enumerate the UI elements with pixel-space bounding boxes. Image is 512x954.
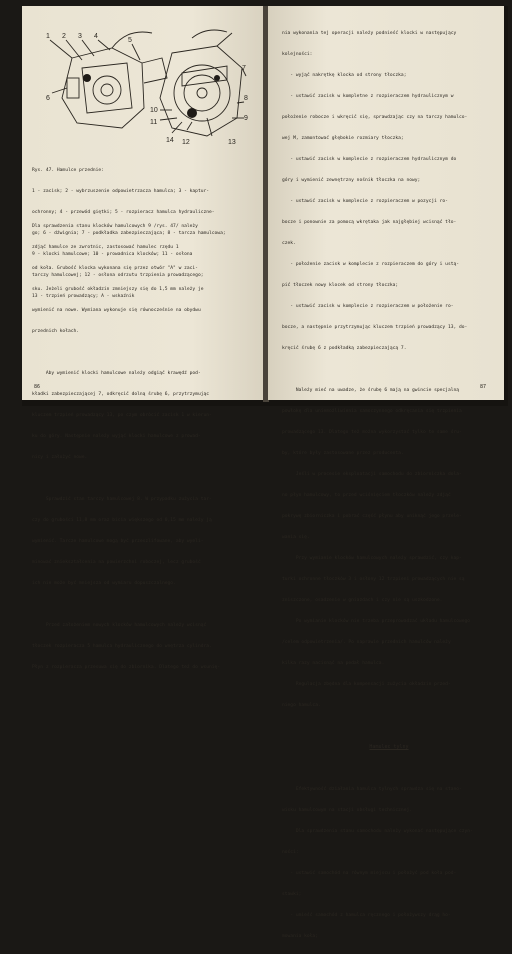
body-line: zdjąć hamulce ze zwrotnic, zastosować hamulec rzędu 1 <box>32 245 179 250</box>
body-line: no płyn hamulcowy, to przed wciśnięciem tłoczków należy zdjąć <box>282 493 451 498</box>
body-line: wymienić. Tarcze hamulcowe mogą być przeszlifowane, aby wyeli- <box>32 539 204 544</box>
body-line: nicy i założyć nowe. <box>32 455 88 460</box>
body-line: kolejności: <box>282 52 313 57</box>
body-line: stawki; <box>282 892 302 897</box>
body-line: sku. Jeżeli grubość okładzin zmniejszy się do 1,5 mm należy je <box>32 287 204 292</box>
body-line: Po wymianie klocków nie trzeba przeprowadzać układu hamulcowego <box>282 619 471 624</box>
body-line: czy do grubości 11,8 mm oraz bicia większego od 0,15 mm należy ją <box>32 518 212 523</box>
body-line: - ustawić zacisk w komplecie z rozpieraczem w położenie ro- <box>282 304 454 309</box>
figure-label: 7 <box>242 65 246 72</box>
body-line: ności: <box>282 850 299 855</box>
figure-label: 14 <box>166 137 174 144</box>
body-line: bocze, a następnie przytrzymując kluczem trzpień prowadzący 13, do- <box>282 325 468 330</box>
body-line: ich nie może być mniejsza od wymiaru dopuszczalnego. <box>32 581 176 586</box>
body-line: położenie robocze i wkręcić się, sprawdzając czy na tarczy hamulco- <box>282 115 468 120</box>
caption-line: 9 - klocki hamulcowe; 10 - prowadnica klocków; 11 - osłona <box>32 252 193 257</box>
body-line: ku do góry. Następnie należy wyjąć klocki hamulcowe z prowad- <box>32 434 201 439</box>
body-line: - ustawić zacisk w komplecie z rozpieraczem w pozycji ro- <box>282 199 448 204</box>
body-line: góry i wymienić zewnętrzny nośnik tłoczka na nowy; <box>282 178 421 183</box>
caption-line: go; 6 - dźwignia; 7 - podkładka zabezpieczająca; 8 - tarcza hamulcowa; <box>32 231 226 236</box>
body-line: zniszczone, osadzenie w gniazdach i czy nie są uszkodzone. <box>282 598 443 603</box>
left-page-body <box>32 209 254 685</box>
body-line: kładki zabezpieczającej 7, odkręcić dolną śrubę 6, przytrzymując <box>32 392 210 397</box>
body-line: Aby wymienić klocki hamulcowe należy odgiąć krawędź pod- <box>32 371 201 376</box>
body-line: Dla sprawdzenia stanu samochodu należy wykonać następujące czyn- <box>282 829 473 834</box>
figure-label: 5 <box>128 37 132 44</box>
body-line <box>32 475 254 482</box>
body-line: Należy mieć na uwadze, że śrubę 6 mają na gwincie specjalną <box>282 388 460 393</box>
figure-label: 6 <box>46 95 50 102</box>
body-line <box>282 765 496 772</box>
body-line: Przed założeniem nowych klocków hamulcowych należy wcisnąć <box>32 623 207 628</box>
body-line <box>282 723 496 730</box>
body-line: Sprawdzić stan tarczy hamulcowej 8. W przypadku zużycia tar- <box>32 497 212 502</box>
body-line: czek. <box>282 241 296 246</box>
body-line: - ustawić zacisk w komplecie z rozpieraczem hydraulicznym do <box>282 157 457 162</box>
body-line: - umieść samochód z hamulca ręcznego i położywszy drąg ho- <box>282 913 451 918</box>
page-number: 86 <box>34 384 41 390</box>
body-line: przednich kołach. <box>32 329 80 334</box>
body-line: - ustawić zacisk w kompletne z rozpieraczem hydraulicznym w <box>282 94 454 99</box>
figure-label: 12 <box>182 139 190 146</box>
body-line: kręcić śrubę 6 z podkładką zabezpieczającą 7. <box>282 346 407 351</box>
figure-label: 8 <box>244 95 248 102</box>
right-page-body <box>282 16 496 954</box>
body-line: turki ochronne tłoczków 3 i osłony 12 trzpieni prowadzących nie są <box>282 577 465 582</box>
body-line: wisku hamulcowym na stacji obsługi technicznej. <box>282 808 412 813</box>
body-line: by, które były zastosowane przez producenta. <box>282 451 404 456</box>
body-line <box>32 349 254 356</box>
body-line: minować zniekształcenia na powierzchni roboczej, lecz grubość <box>32 560 201 565</box>
body-line: pokrywę zbiorniczka i pobrać część płynu aby uniknąć jego przele- <box>282 514 462 519</box>
body-line: pić tłoczek nowy klocek od strony tłoczka; <box>282 283 399 288</box>
caption-line: 13 - trzpień prowadzący; A - wskaźnik <box>32 294 135 299</box>
body-line: wymienić na nowe. Wymiana wykonuje się równocześnie na obydwu <box>32 308 201 313</box>
body-line <box>32 601 254 608</box>
body-line: od koła. Grubość klocka wykonana się przez otwór "A" w zaci- <box>32 266 198 271</box>
body-line: prowadzącego 13. Dlatego też można wykorzystać tylko te same śru- <box>282 430 462 435</box>
body-line: Jeśli w procesie eksploatacji samochodu do zbiorniczka dola- <box>282 472 462 477</box>
figure-label: 11 <box>150 119 158 126</box>
brake-assembly-figure <box>32 18 254 150</box>
open-book <box>22 6 508 939</box>
figure-label: 4 <box>94 33 98 40</box>
figure-label: 3 <box>78 33 82 40</box>
caption-line: tarczy hamulcowej; 12 - osłona odrzutu trzpienia prowadzącego; <box>32 273 204 278</box>
body-line: wania się. <box>282 535 310 540</box>
body-line: Efektywność działania hamulca tylnych sprawdza się na stano- <box>282 787 462 792</box>
caption-line: 1 - zacisk; 2 - wybrzuszenie odpowietrzacza hamulca; 3 - kaptur- <box>32 189 210 194</box>
body-line: powłokę dla uniemożliwienia samoczynnego odkręcania się trzpienia <box>282 409 462 414</box>
page-number: 87 <box>479 384 486 390</box>
body-line: - położenie zacisk w komplecie z rozpieraczem do góry i ustą- <box>282 262 460 267</box>
figure-label: 13 <box>228 139 236 146</box>
caption-line: ochronny; 4 - przewód giętki; 5 - rozpieracz hamulca hydrauliczne- <box>32 210 215 215</box>
body-line: - ustawić samochód na równym miejscu i położyć pod koła pod- <box>282 871 457 876</box>
body-line: /celem odpowietrzenia/. Po naprawie przednich hamulców należy <box>282 640 451 645</box>
body-line: Dla sprawdzenia stanu klocków hamulcowych 9 /rys. 47/ należy <box>32 224 198 229</box>
body-line: Płyn z rozpieracza przesuwa się do zbiornika. Dlatego też do wsunię- <box>32 665 221 670</box>
figure-label: 9 <box>244 115 248 122</box>
body-line <box>282 366 496 373</box>
caption-line: Rys. 47. Hamulce przednie: <box>32 168 104 173</box>
body-line: Regulacja zbędna dla kompensacji zużycia okładzin przed- <box>282 682 451 687</box>
body-line: - wyjąć nakrętkę klocka od strony tłoczka; <box>282 73 407 78</box>
body-line: kluczem trzpień prowadzący 13, po czym obrócić zacisk 1 w kierun- <box>32 413 212 418</box>
body-line: Przy wymianie klocków hamulcowych należy sprawdzić, czy kap- <box>282 556 462 561</box>
body-line: niego hamulca. <box>282 703 321 708</box>
body-line: mowania koła; <box>282 934 318 939</box>
figure-label: 2 <box>62 33 66 40</box>
body-line: wej M, zamontować głębokie rozmiary tłoczka; <box>282 136 404 141</box>
figure-label: 10 <box>150 107 158 114</box>
figure-label: 1 <box>46 33 50 40</box>
section-title: Hamulec tylny <box>369 744 409 750</box>
body-line: nia wykonania tej operacji należy podnieść klocki w następujący <box>282 31 457 36</box>
body-line: tłoczek rozpieracza 5 hamulca hydraulicznego do wnętrza cylindra. <box>32 644 212 649</box>
body-line: kilka razy nacisnąć na pedał hamulca. <box>282 661 385 666</box>
left-page <box>22 6 264 670</box>
body-line: bocze i ponownie za pomocą wkrętaka jak najgłębiej wcisnąć tło- <box>282 220 457 225</box>
right-page <box>268 6 504 939</box>
